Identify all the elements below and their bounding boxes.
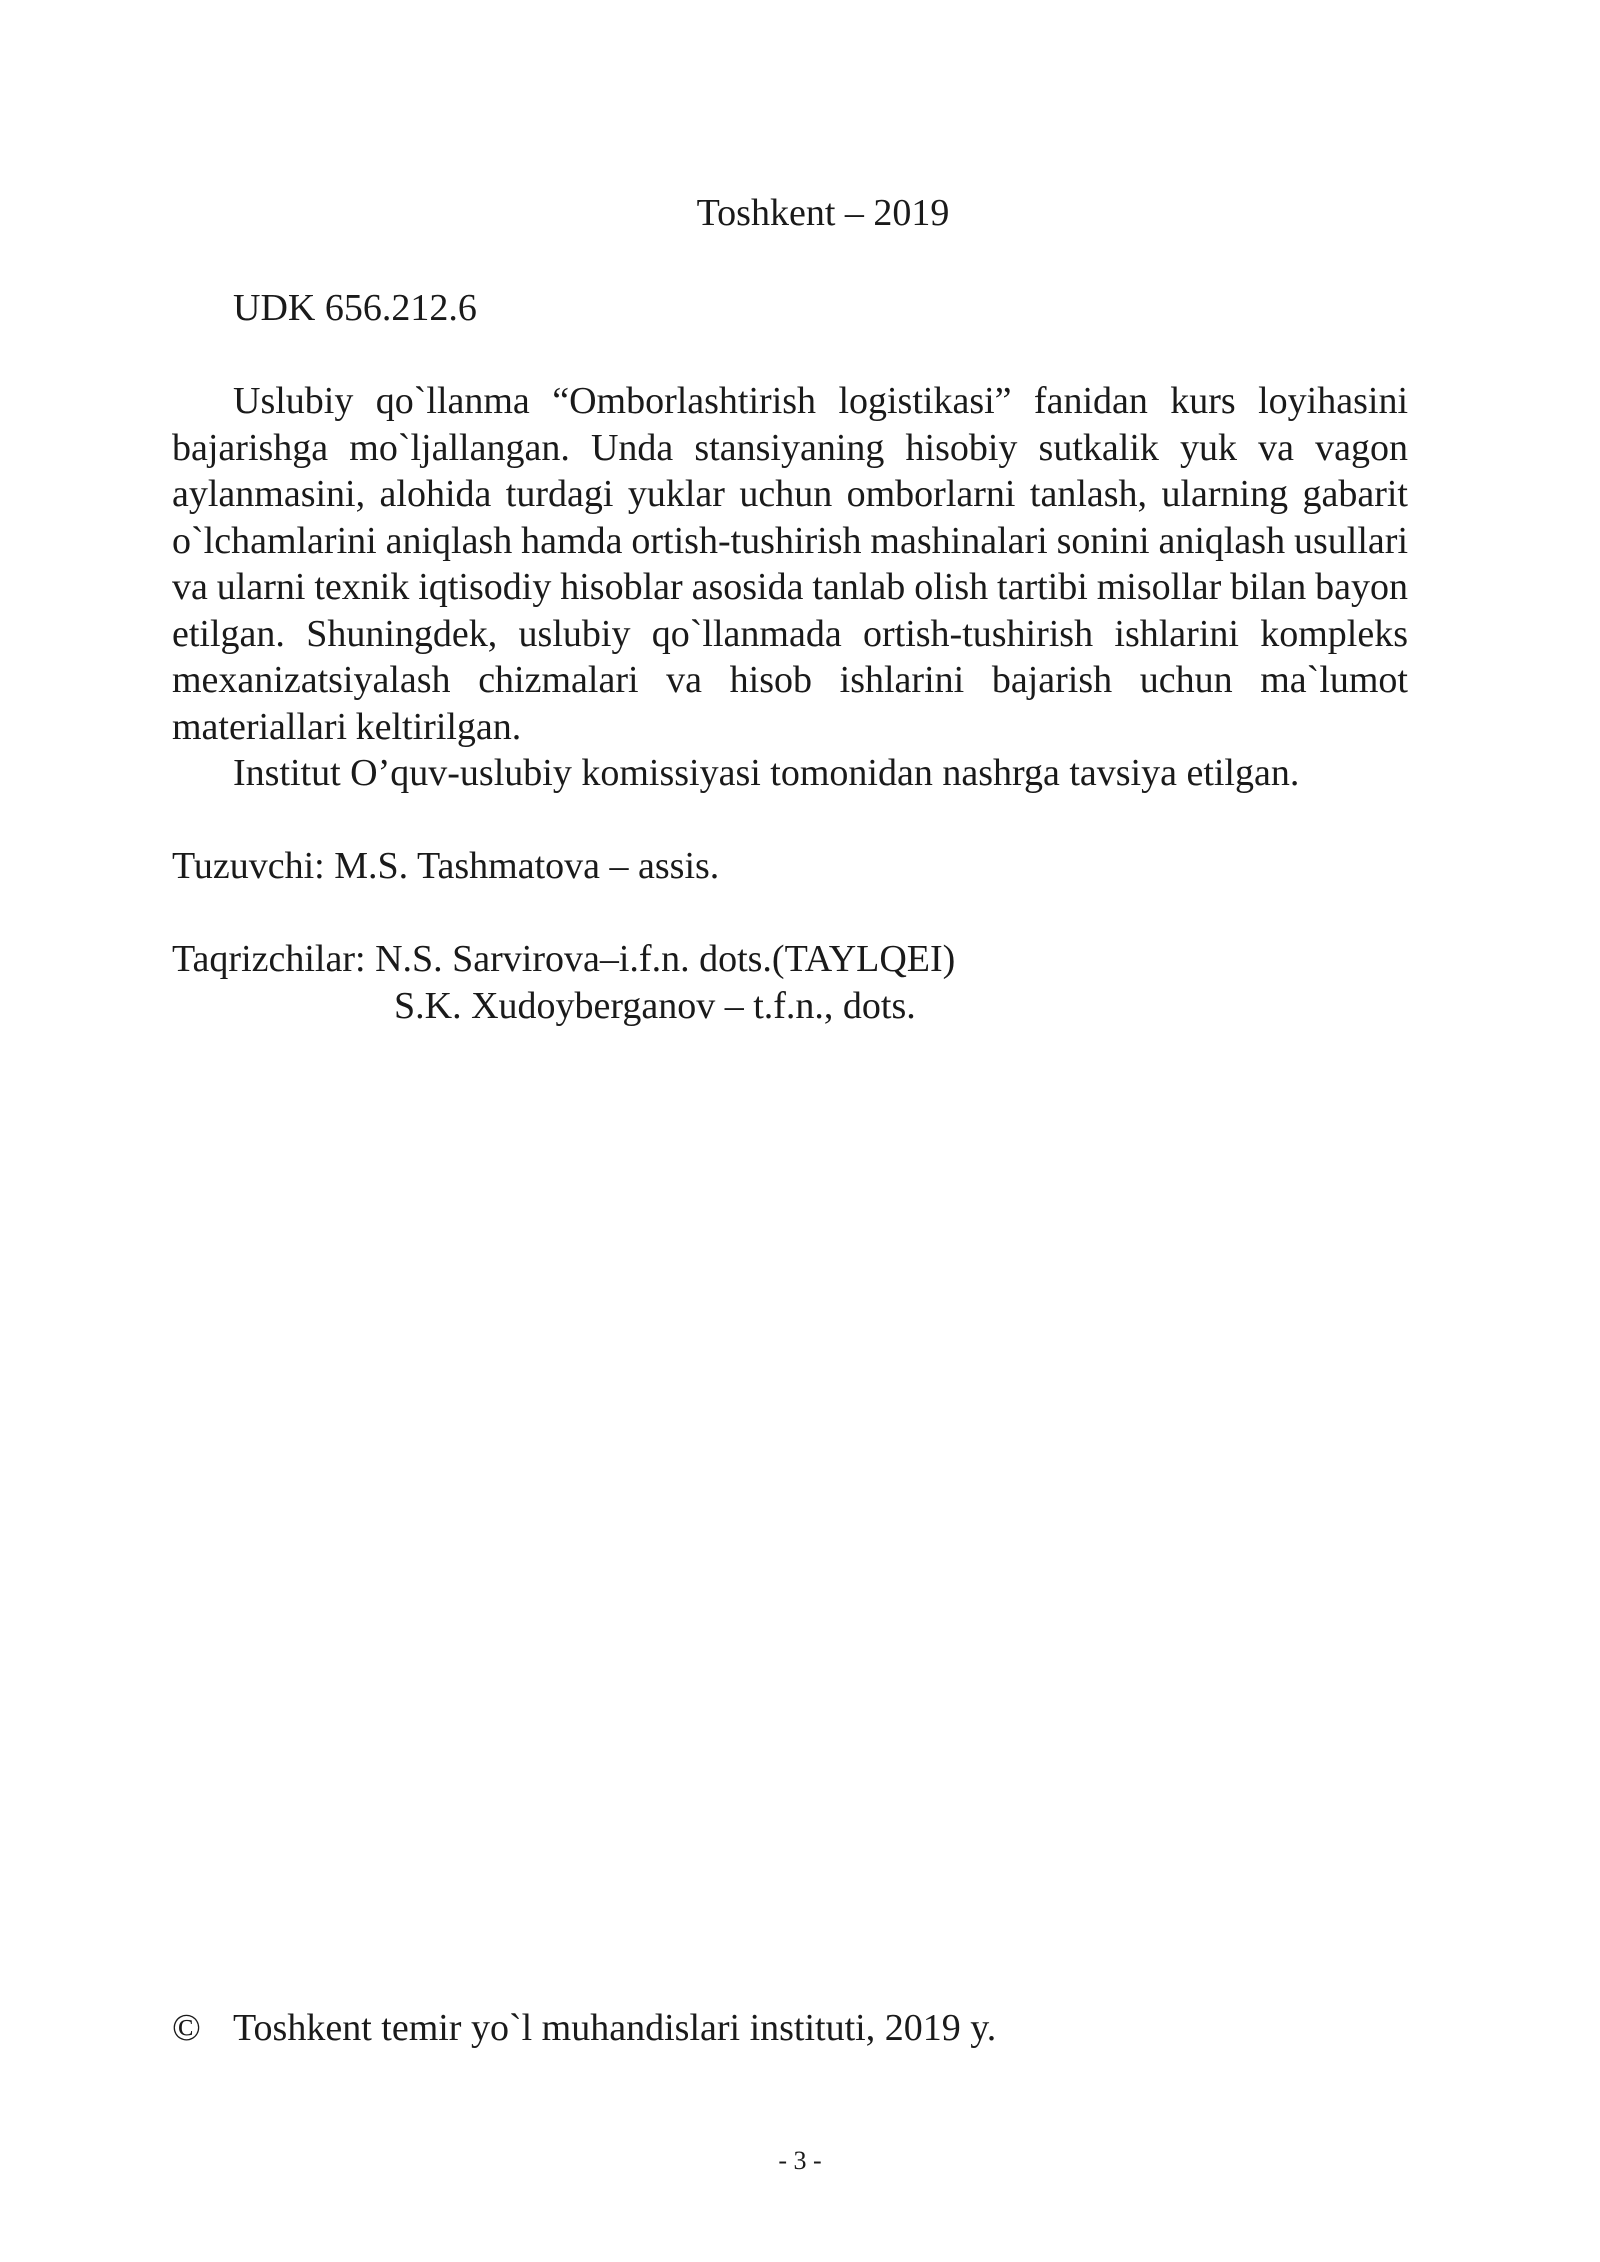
reviewer-line-2: S.K. Xudoyberganov – t.f.n., dots. [394,984,916,1027]
page-number: - 3 - [778,2146,822,2175]
copyright-line [172,2005,996,2052]
udk-code: UDK 656.212.6 [233,287,477,329]
compiler-line: Tuzuvchi: M.S. Tashmatova – assis. [172,845,720,887]
city-year-heading: Toshkent – 2019 [696,192,950,234]
annotation-paragraph: Uslubiy qo`llanma “Omborlashtirish logistikasi” fanidan kurs loyihasini bajarishga mo`ljallangan. Unda stansiyaning hisobiy sutkalik yuk va vagon aylanmasini, alohida turdagi yuklar uchun omborlarni tanlash, ularning gabarit o`lchamlarini aniqlash hamda ortish-tushirish mashinalari sonini aniqlash usullari va ularni texnik iqtisodiy hisoblar asosida tanlab olish tartibi misollar bilan bayon etilgan. Shuningdek, uslubiy qo`llanmada ortish-tushirish ishlarini kompleks mexanizatsiyalash chizmalari va hisob ishlarini bajarish uchun ma`lumot materiallari keltirilgan. [172,380,1408,748]
recommendation-paragraph: Institut O’quv-uslubiy komissiyasi tomonidan nashrga tavsiya etilgan. [233,752,1300,794]
copyright-icon: © [172,2007,201,2049]
reviewer-line-1: Taqrizchilar: N.S. Sarvirova–i.f.n. dots.(TAYLQEI) [172,938,956,980]
copyright-text: Toshkent temir yo`l muhandislari instituti, 2019 y. [233,2007,997,2049]
reviewers-block [172,936,955,1029]
annotation-block [172,378,1408,797]
